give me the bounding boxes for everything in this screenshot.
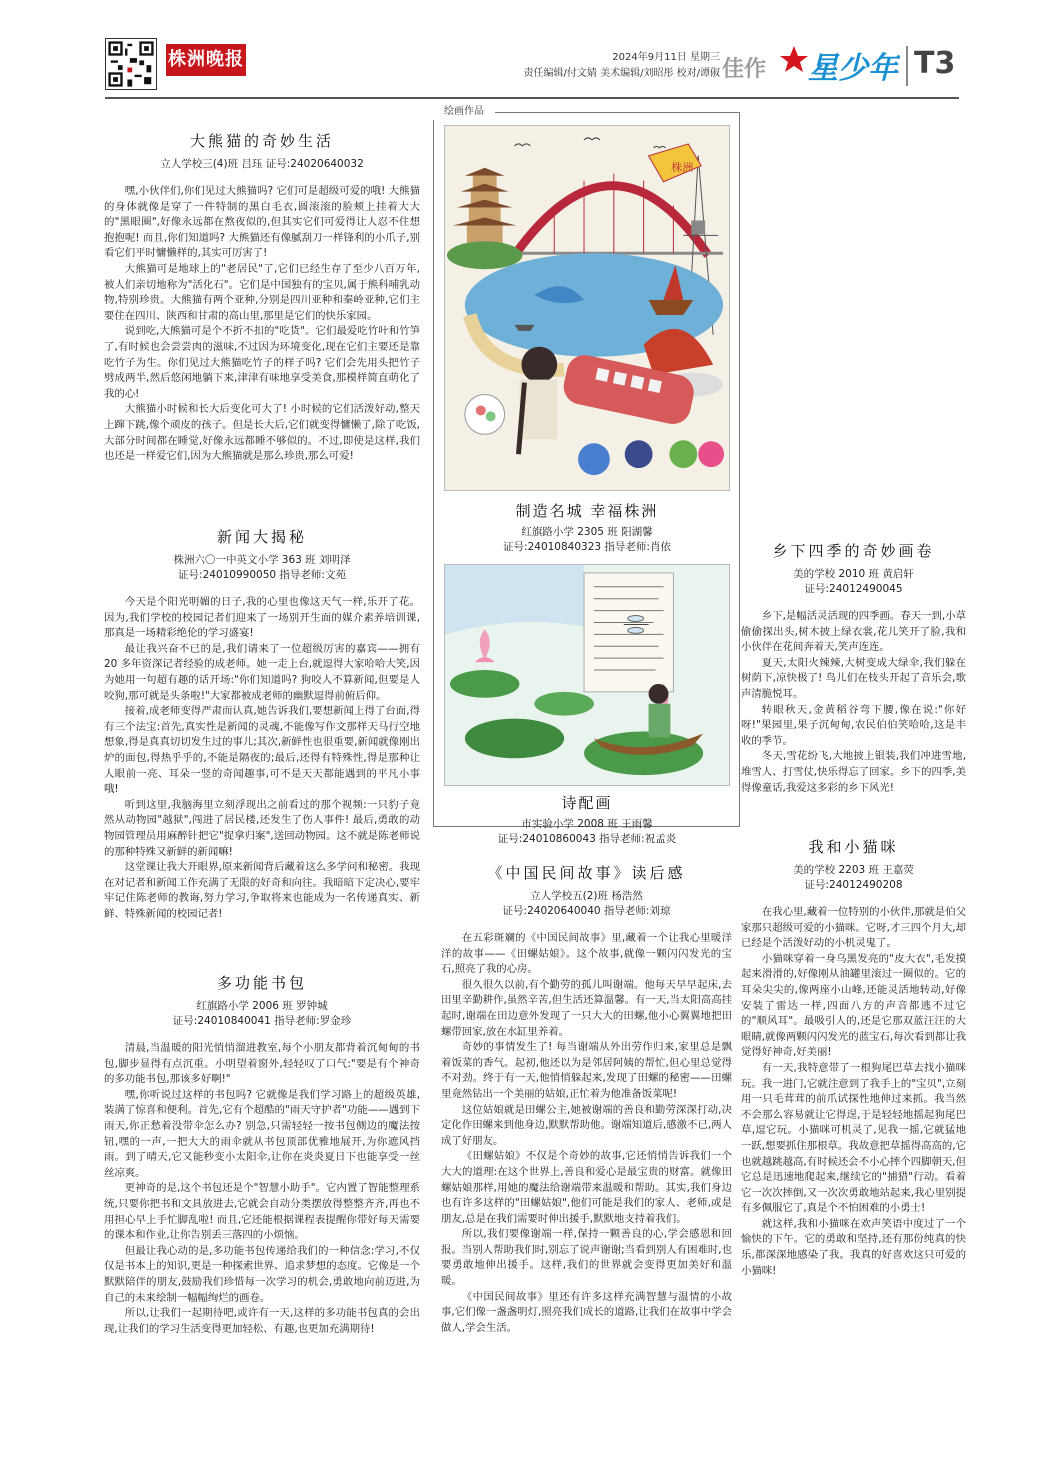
article-byline xyxy=(441,889,732,919)
artwork-label: 绘画作品 xyxy=(433,104,495,120)
paragraph: 所以,我们要像谢端一样,保持一颗善良的心,学会感恩和回报。当别人帮助我们时,别忘了说声谢谢;当看到别人有困难时,也要勇敢地伸出援手。这样,我们的世界就会变得更加美好和温暖。 xyxy=(441,1228,732,1288)
painting1-title: 制造名城 幸福株洲 xyxy=(515,502,659,520)
header-divider xyxy=(906,46,908,86)
article-news-reveal xyxy=(104,526,420,922)
article-byline xyxy=(104,553,420,583)
paragraph: 乡下,是幅活灵活现的四季画。春天一到,小草偷偷探出头,树木披上绿衣裳,花儿笑开了脸,我和小伙伴在花间奔着天,笑声连连。 xyxy=(741,610,966,654)
paragraph: 嘿,你听说过这样的书包吗? 它就像是我们学习路上的超级英雄,装满了惊喜和便利。首先,它有个超酷的"雨天守护者"功能——遇到下雨天,你正愁着没带伞怎么办? 别急,只需轻轻一按书包侧边的魔法按钮,嘿的一声,一把大大的雨伞就从书包顶部优雅地展开,为你遮风挡雨。到了晴天,它又能秒变小太阳伞,让你在炎炎夏日下也能享受一丝丝凉爽。 xyxy=(104,1088,420,1179)
article-body xyxy=(741,905,966,1279)
article-countryside-seasons xyxy=(741,540,966,796)
article-title: 我和小猫咪 xyxy=(808,838,899,856)
brand-text: 星少年 xyxy=(808,51,898,86)
byline-line: 立人学校三(4)班 吕珏 证号:24020640032 xyxy=(160,158,364,170)
byline-line: 证号:24020640040 指导老师:刘琼 xyxy=(502,905,671,917)
paragraph: 听到这里,我脑海里立刻浮现出之前看过的那个视频:一只豹子竟然从动物园"越狱",闯进了居民楼,还发生了伤人事件! 最后,勇敢的动物园管理员用麻醉针把它"捉拿归案",送回动物园。这不就是陈老师说的那种特殊又新鲜的新闻嘛! xyxy=(104,798,420,858)
byline-line: 证号:24012490045 xyxy=(804,583,903,595)
painting2-caption xyxy=(444,792,730,847)
article-byline xyxy=(741,863,966,893)
paragraph: 有一天,我特意带了一根狗尾巴草去找小猫咪玩。我一进门,它就注意到了我手上的"宝贝",立刻用一只毛茸茸的前爪试探性地伸过来抓。我当然不会那么容易就让它得逞,于是轻轻地摇起狗尾巴草,逗它玩。小猫咪可机灵了,见我一摇,它就猛地一跃,想要抓住那根草。我故意把草摇得高高的,它也就越跳越高,有时候还会不小心摔个四脚朝天,但它总是迅速地爬起来,继续它的"捕猎"行动。看着它一次次摔倒,又一次次勇敢地站起来,我心里别提有多佩服它了,真是个不怕困难的小勇士! xyxy=(741,1061,966,1215)
painting2-school: 市实验小学 2008 班 王雨馨 xyxy=(521,818,653,830)
paragraph: 这堂课让我大开眼界,原来新闻背后藏着这么多学问和秘密。我现在对记者和新闻工作充满了无限的好奇和向往。我暗暗下定决心,要牢牢记住陈老师的教诲,努力学习,争取将来也能成为一名传递真实、新鲜、特殊新闻的校园记者! xyxy=(104,861,420,920)
painting2-title: 诗配画 xyxy=(561,794,613,812)
paragraph: 接着,成老师变得严肃而认真,她告诉我们,要想新闻上得了台面,得有三个法宝:首先,真实性是新闻的灵魂,不能像写作文那样天马行空地想象,得是真真切切发生过的事儿;其次,新鲜性也很重要,新闻就像刚出炉的面包,得热乎乎的,不能是隔夜的;最后,还得有特殊性,得是那种让人眼前一亮、耳朵一竖的奇闻趣事,可不是天天都能遇到的平凡小事哦! xyxy=(104,705,420,796)
article-title: 大熊猫的奇妙生活 xyxy=(189,132,334,150)
byline-line: 证号:24010840041 指导老师:罗金珍 xyxy=(172,1015,352,1027)
article-byline xyxy=(741,567,966,597)
editor-credits: 责任编辑/付文婧 美术编辑/刘昭彤 校对/谭俶 xyxy=(523,68,720,79)
byline-line: 证号:24010990050 指导老师:文苑 xyxy=(178,569,346,581)
paragraph: 转眼秋天,金黄稻谷弯下腰,像在说:"你好呀!"果园里,果子沉甸甸,农民伯伯笑哈哈,这是丰收的季节。 xyxy=(741,703,966,747)
paragraph: 奇妙的事情发生了! 每当谢端从外出劳作归来,家里总是飘着饭菜的香气。起初,他还以为是邻居阿姨的帮忙,但心里总觉得不对劲。终于有一天,他悄悄躲起来,发现了田螺的秘密——田螺里竟然钻出一个美丽的姑娘,正忙着为他准备饭菜呢! xyxy=(441,1041,732,1100)
painting2-cert: 证号:24010860043 指导老师:祝孟炎 xyxy=(497,833,677,845)
painting1-school: 红旗路小学 2305 班 阳湖馨 xyxy=(521,526,653,538)
byline-line: 美的学校 2203 班 王嘉荧 xyxy=(793,864,914,876)
paragraph: 小猫咪穿着一身乌黑发亮的"皮大衣",毛发摸起来滑滑的,好像刚从油罐里滚过一圈似的。它的耳朵尖尖的,像两座小山峰,还能灵活地转动,好像安装了雷达一样,四面八方的声音都逃不过它的"顺风耳"。最吸引人的,还是它那双蓝汪汪的大眼睛,就像两颗闪闪发光的蓝宝石,每次看到都让我觉得好神奇,好美丽! xyxy=(741,952,966,1059)
header-rule xyxy=(105,97,959,99)
painting-poem-picture[interactable] xyxy=(444,564,730,786)
page-number: T3 xyxy=(914,46,956,81)
painting-manufacturing-city[interactable] xyxy=(444,125,730,491)
painting1-cert: 证号:24010840323 指导老师:肖依 xyxy=(503,541,671,553)
article-title: 《中国民间故事》读后感 xyxy=(487,864,686,882)
byline-line: 证号:24012490208 xyxy=(804,879,903,891)
brand-logo xyxy=(780,40,900,90)
paragraph: 所以,让我们一起期待吧,或许有一天,这样的多功能书包真的会出现,让我们的学习生活变得更加轻松、有趣,也更加充满期待! xyxy=(104,1307,420,1335)
article-title: 乡下四季的奇妙画卷 xyxy=(772,542,935,560)
article-folk-tales-review xyxy=(441,862,732,1336)
date-line: 2024年9月11日 星期三 xyxy=(612,52,720,63)
paragraph: 今天是个阳光明媚的日子,我的心里也像这天气一样,乐开了花。因为,我们学校的校园记者们迎来了一场别开生面的媒介素养培训课,那真是一场精彩绝伦的学习盛宴! xyxy=(104,596,420,640)
byline-line: 美的学校 2010 班 黄启轩 xyxy=(793,568,914,580)
byline-line: 立人学校五(2)班 杨浩然 xyxy=(530,890,643,902)
kite-label: 株洲 xyxy=(671,160,694,174)
star-icon xyxy=(780,46,808,72)
paragraph: 说到吃,大熊猫可是个不折不扣的"吃货"。它们最爱吃竹叶和竹笋了,有时候也会尝尝肉的滋味,不过因为环境变化,现在它们主要还是靠吃竹子为生。你们见过大熊猫吃竹子的样子吗? 它们会先用头把竹子劈成两半,然后悠闲地躺下来,津津有味地享受美食,那模样简直萌化了我的心! xyxy=(104,325,420,400)
paragraph: 夏天,太阳火辣辣,大树变成大绿伞,我们躲在树荫下,凉快极了! 鸟儿们在枝头开起了音乐会,歌声清脆悦耳。 xyxy=(741,656,966,700)
byline-line: 红旗路小学 2006 班 罗钟城 xyxy=(196,1000,328,1012)
paragraph: 很久很久以前,有个勤劳的孤儿叫谢端。他每天早早起床,去田里辛勤耕作,虽然辛苦,但生活还算温馨。有一天,当太阳高高挂起时,谢端在田边意外发现了一只大大的田螺,他小心翼翼地把田螺带回家,放在水缸里养着。 xyxy=(441,978,732,1038)
section-title: 佳作 xyxy=(722,56,767,82)
paragraph: 这位姑娘就是田螺公主,她被谢端的善良和勤劳深深打动,决定化作田螺来到他身边,默默帮助他。谢端知道后,感激不已,两人成了好朋友。 xyxy=(441,1103,732,1147)
article-body xyxy=(104,1041,420,1337)
paragraph: 《田螺姑娘》不仅是个奇妙的故事,它还悄悄告诉我们一个大大的道理:在这个世界上,善良和爱心是最宝贵的财富。就像田螺姑娘那样,用她的魔法给谢端带来温暖和帮助。其实,我们身边也有许多这样的"田螺姑娘",他们可能是我们的家人、老师,或是朋友,总是在我们需要时伸出援手,默默地支持着我们。 xyxy=(441,1150,732,1225)
paragraph: 但最让我心动的是,多功能书包传递给我们的一种信念:学习,不仅仅是书本上的知识,更是一种探索世界、追求梦想的态度。它像是一个默默陪伴的朋友,鼓励我们珍惜每一次学习的机会,勇敢地向前迈进,为自己的未来绘制一幅幅绚烂的画卷。 xyxy=(104,1244,420,1304)
paragraph: 大熊猫可是地球上的"老居民"了,它们已经生存了至少八百万年,被人们亲切地称为"活化石"。它们是中国独有的宝贝,属于熊科哺乳动物,特别珍贵。大熊猫有两个亚种,分别是四川亚种和秦岭亚种,它们主要住在四川、陕西和甘肃的高山里,那里是它们的快乐家园。 xyxy=(104,262,420,322)
article-me-and-kitten xyxy=(741,836,966,1279)
paragraph: 冬天,雪花纷飞,大地披上银装,我们冲进雪地,堆雪人、打雪仗,快乐得忘了回家。乡下的四季,美得像童话,我爱这多彩的乡下风光! xyxy=(741,750,966,794)
article-byline xyxy=(104,999,420,1029)
paragraph: 在五彩斑斓的《中国民间故事》里,藏着一个让我心里暖洋洋的故事——《田螺姑娘》。这个故事,就像一颗闪闪发光的宝石,照亮了我的心房。 xyxy=(441,932,732,976)
paragraph: 在我心里,藏着一位特别的小伙伴,那就是伯父家那只超级可爱的小猫咪。它呀,才三四个月大,却已经是个活泼好动的小机灵鬼了。 xyxy=(741,906,966,950)
article-body xyxy=(741,609,966,796)
article-multifunction-bag xyxy=(104,972,420,1337)
paragraph: 就这样,我和小猫咪在欢声笑语中度过了一个愉快的下午。它的勇敢和坚持,还有那份纯真的快乐,都深深地感染了我。我真的好喜欢这只可爱的小猫咪! xyxy=(741,1217,966,1277)
paragraph: 嘿,小伙伴们,你们见过大熊猫吗? 它们可是超级可爱的哦! 大熊猫的身体就像是穿了一件特制的黑白毛衣,圆滚滚的脸颊上挂着大大的"黑眼圈",好像永远都在熬夜似的,但其实它们可爱得让人忍不住想抱抱呢! 而且,你们知道吗? 大熊猫还有像腻刮刀一样锋利的小爪子,别看它们平时慵懒样的,其实可厉害了! xyxy=(104,185,420,260)
article-body xyxy=(441,931,732,1336)
paragraph: 《中国民间故事》里还有许多这样充满智慧与温情的小故事,它们像一盏盏明灯,照亮我们成长的道路,让我们在故事中学会做人,学会生活。 xyxy=(441,1290,732,1334)
paragraph: 清晨,当温暖的阳光悄悄溜进教室,每个小朋友都背着沉甸甸的书包,脚步显得有点沉重。小明望着窗外,轻轻叹了口气:"要是有个神奇的多功能书包,那该多好啊!" xyxy=(104,1042,420,1086)
painting1-caption xyxy=(444,500,730,555)
article-byline xyxy=(104,157,420,172)
header-meta xyxy=(480,50,720,82)
newspaper-masthead: 株洲晚报 xyxy=(166,44,246,76)
paragraph: 大熊猫小时候和长大后变化可大了! 小时候的它们活泼好动,整天上蹿下跳,像个顽皮的孩子。但是长大后,它们就变得慵懒了,除了吃饭,大部分时间都在睡觉,好像永远都睡不够似的。不过,即使是这样,我们也还是一样爱它们,因为大熊猫就是那么珍贵,那么可爱! xyxy=(104,403,420,463)
qr-code[interactable] xyxy=(105,38,157,90)
paragraph: 更神奇的是,这个书包还是个"智慧小助手"。它内置了智能整理系统,只要你把书和文具放进去,它就会自动分类摆放得整整齐齐,再也不用担心早上手忙脚乱啦! 而且,它还能根据课程表提醒你带好每天需要的课本和作业,让你告别丢三落四的小烦恼。 xyxy=(104,1182,420,1242)
byline-line: 株洲六〇一中英文小学 363 班 刘明泽 xyxy=(173,554,351,566)
article-body xyxy=(104,184,420,465)
article-giant-panda xyxy=(104,130,420,465)
article-body xyxy=(104,595,420,922)
paragraph: 最让我兴奋不已的是,我们请来了一位超级厉害的嘉宾——拥有 20 多年资深记者经验的成老师。她一走上台,就逗得大家哈哈大笑,因为她用一句超有趣的话开场:"你们知道吗? 狗咬人不算新闻,但要是人咬狗,那可就是头条啦!"大家都被成老师的幽默逗得前俯后仰。 xyxy=(104,642,420,702)
article-title: 新闻大揭秘 xyxy=(216,528,307,546)
article-title: 多功能书包 xyxy=(216,974,307,992)
